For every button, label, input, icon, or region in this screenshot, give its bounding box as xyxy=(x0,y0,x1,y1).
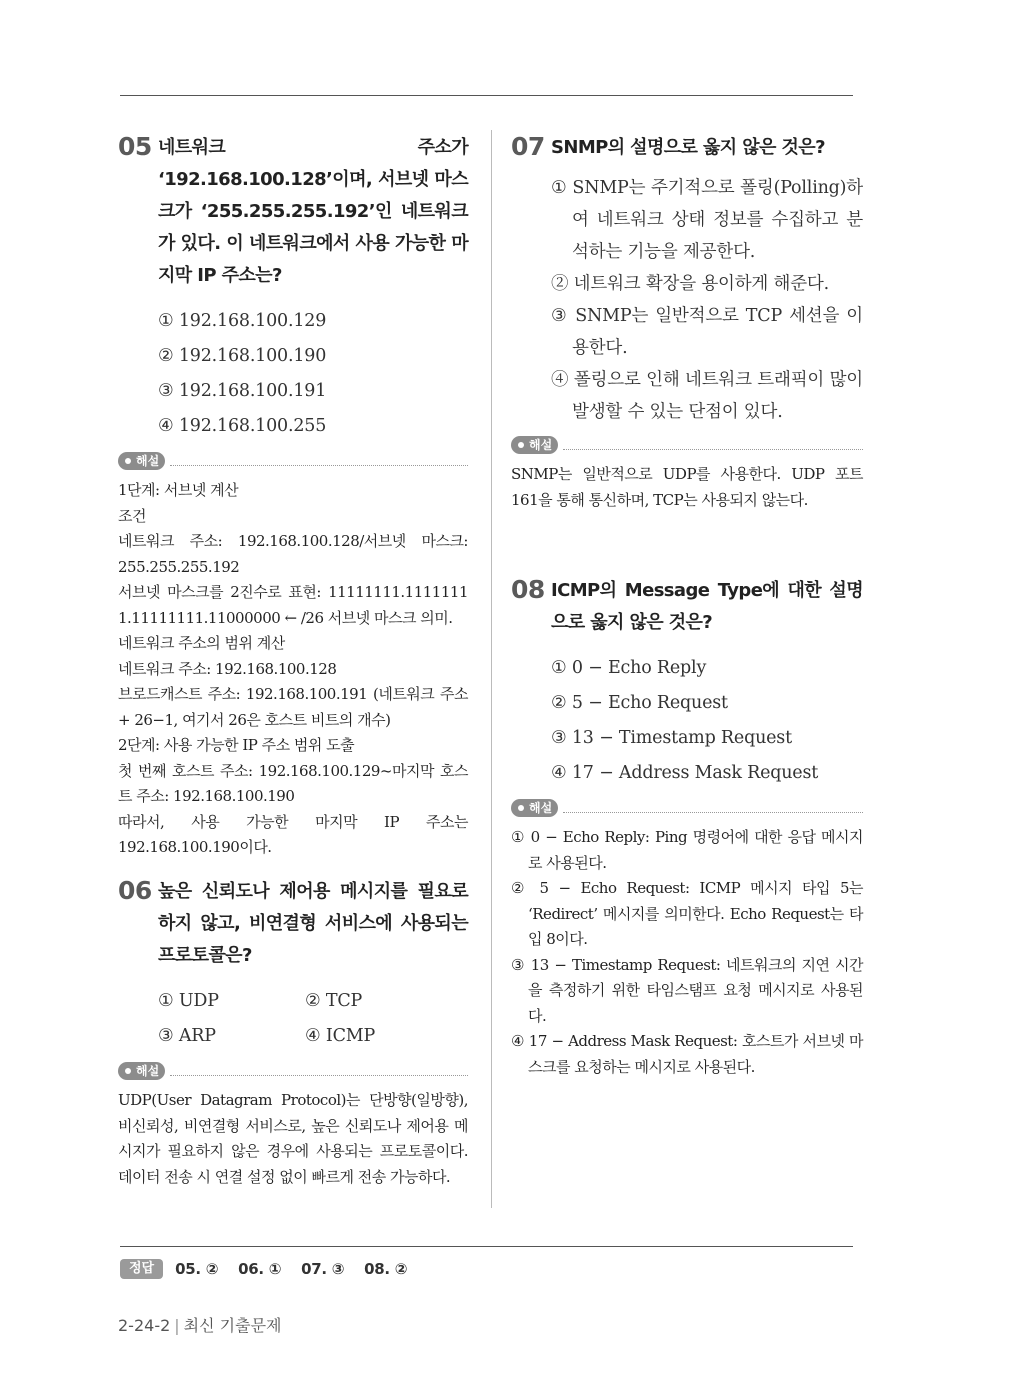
option-list xyxy=(158,984,468,1054)
answer-06: 06. ① xyxy=(238,1260,282,1278)
question-number: 08 xyxy=(511,575,545,604)
explanation-header xyxy=(118,1062,468,1082)
option-2: ② 네트워크 확장을 용이하게 해준다. xyxy=(551,274,829,294)
answer-07: 07. ③ xyxy=(301,1260,345,1278)
bottom-rule xyxy=(120,1246,853,1247)
question-text: SNMP의 설명으로 옳지 않은 것은? xyxy=(551,137,825,158)
page-number: 2-24-2 xyxy=(118,1316,171,1335)
column-divider xyxy=(491,130,492,1208)
bullet-icon xyxy=(518,442,524,448)
question-number: 07 xyxy=(511,132,545,161)
option-1: ① 192.168.100.129 xyxy=(158,311,327,331)
explanation-badge: 해설 xyxy=(511,436,558,454)
explanation-line: ② 5 − Echo Request: ICMP 메시지 타입 5는 ‘Redirect’ 메시지를 의미한다. Echo Request는 타입 8이다. xyxy=(511,879,863,948)
option-1: ① UDP xyxy=(158,991,219,1011)
dotted-divider xyxy=(170,1075,468,1076)
dotted-divider xyxy=(563,812,863,813)
bullet-icon xyxy=(125,458,131,464)
footer-separator: | xyxy=(174,1316,180,1335)
explanation-line: UDP(User Datagram Protocol)는 단방향(일방향), 비신뢰성, 비연결형 서비스로, 높은 신뢰도나 제어용 메시지가 필요하지 않은 경우에 사용되는 프로토콜이다. 데이터 전송 시 연결 설정 없이 빠르게 전송 가능하다. xyxy=(118,1091,468,1186)
option-1: ① SNMP는 주기적으로 폴링(Polling)하여 네트워크 상태 정보를 수집하고 분석하는 기능을 제공한다. xyxy=(551,178,863,262)
question-text: 네트워크 주소가 ‘192.168.100.128’이며, 서브넷 마스크가 ‘255.255.255.192’인 네트워크가 있다. 이 네트워크에서 사용 가능한 마지막 IP 주소는? xyxy=(158,137,468,286)
explanation-header xyxy=(118,452,468,472)
option-3: ③ ARP xyxy=(158,1026,216,1046)
option-3: ③ 192.168.100.191 xyxy=(158,381,327,401)
question-number: 05 xyxy=(118,132,152,161)
question-07 xyxy=(511,132,863,513)
explanation-line: ③ 13 − Timestamp Request: 네트워크의 지연 시간을 측정하기 위한 타임스탬프 요청 메시지로 사용된다. xyxy=(511,955,863,1025)
option-3: ③ 13 − Timestamp Request xyxy=(551,728,792,748)
explanation-line: 서브넷 마스크를 2진수로 표현: 11111111.11111111.11111111.11000000 ← /26 서브넷 마스크 의미. xyxy=(118,583,468,627)
page-footer xyxy=(118,1313,281,1336)
option-list xyxy=(551,172,863,428)
option-4: ④ 17 − Address Mask Request xyxy=(551,763,819,783)
question-08 xyxy=(511,575,863,1080)
answer-key xyxy=(120,1258,427,1280)
question-06 xyxy=(118,876,468,1190)
explanation-body xyxy=(118,1088,468,1190)
question-text: 높은 신뢰도나 제어용 메시지를 필요로 하지 않고, 비연결형 서비스에 사용되는 프로토콜은? xyxy=(158,881,468,966)
explanation-header xyxy=(511,436,863,456)
explanation-line: ① 0 − Echo Reply: Ping 명령어에 대한 응답 메시지로 사용된다. xyxy=(511,828,863,872)
answer-key-label: 정답 xyxy=(120,1259,163,1279)
section-title: 최신 기출문제 xyxy=(183,1316,282,1335)
explanation-badge: 해설 xyxy=(118,452,165,470)
explanation-line: 브로드캐스트 주소: 192.168.100.191 (네트워크 주소 + 26−1, 여기서 26은 호스트 비트의 개수) xyxy=(118,685,468,729)
explanation-line: 네트워크 주소의 범위 계산 xyxy=(118,634,285,652)
explanation-line: 조건 xyxy=(118,506,146,525)
answer-08: 08. ② xyxy=(364,1260,408,1278)
dotted-divider xyxy=(170,465,468,466)
option-list xyxy=(158,304,468,444)
option-3: ③ SNMP는 일반적으로 TCP 세션을 이용한다. xyxy=(551,306,863,358)
option-4: ④ 폴링으로 인해 네트워크 트래픽이 많이 발생할 수 있는 단점이 있다. xyxy=(551,370,863,422)
question-05 xyxy=(118,132,468,861)
option-1: ① 0 − Echo Reply xyxy=(551,658,707,678)
option-2: ② TCP xyxy=(305,991,363,1011)
option-2: ② 192.168.100.190 xyxy=(158,346,327,366)
option-4: ④ ICMP xyxy=(305,1026,376,1046)
explanation-header xyxy=(511,799,863,819)
explanation-badge: 해설 xyxy=(511,799,558,817)
explanation-line: 따라서, 사용 가능한 마지막 IP 주소는 192.168.100.190이다. xyxy=(118,812,468,856)
explanation-body xyxy=(118,478,468,861)
explanation-line: SNMP는 일반적으로 UDP를 사용한다. UDP 포트 161을 통해 통신하며, TCP는 사용되지 않는다. xyxy=(511,465,863,509)
question-number: 06 xyxy=(118,876,152,905)
explanation-line: 네트워크 주소: 192.168.100.128 xyxy=(118,659,337,678)
explanation-line: 1단계: 서브넷 계산 xyxy=(118,481,239,499)
option-4: ④ 192.168.100.255 xyxy=(158,416,327,436)
explanation-line: 첫 번째 호스트 주소: 192.168.100.129~마지막 호스트 주소: 192.168.100.190 xyxy=(118,761,468,805)
explanation-line: ④ 17 − Address Mask Request: 호스트가 서브넷 마스크를 요청하는 메시지로 사용된다. xyxy=(511,1032,863,1076)
explanation-line: 2단계: 사용 가능한 IP 주소 범위 도출 xyxy=(118,736,355,754)
option-2: ② 5 − Echo Request xyxy=(551,693,728,713)
explanation-body xyxy=(511,825,863,1080)
bullet-icon xyxy=(125,1068,131,1074)
explanation-line: 네트워크 주소: 192.168.100.128/서브넷 마스크: 255.255.255.192 xyxy=(118,532,468,576)
top-rule xyxy=(120,95,853,96)
explanation-body xyxy=(511,462,863,513)
option-list xyxy=(551,651,863,791)
answer-05: 05. ② xyxy=(175,1260,219,1278)
bullet-icon xyxy=(518,805,524,811)
question-text: ICMP의 Message Type에 대한 설명으로 옳지 않은 것은? xyxy=(551,580,863,633)
explanation-badge: 해설 xyxy=(118,1062,165,1080)
dotted-divider xyxy=(563,449,863,450)
